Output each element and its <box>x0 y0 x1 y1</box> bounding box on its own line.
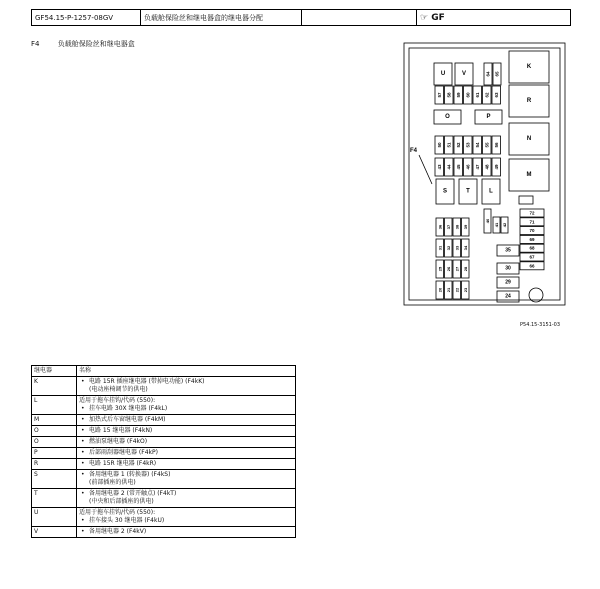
table-row <box>32 527 296 538</box>
fuse-53-label: 53 <box>465 142 471 148</box>
fuse-26-label: 26 <box>445 266 451 272</box>
fuse-21-label: 21 <box>445 287 451 293</box>
document-header <box>31 9 571 26</box>
fuse-46-label: 46 <box>465 164 471 170</box>
fuse-39-label: 39 <box>462 224 468 230</box>
fuse-28-label: 28 <box>462 266 468 272</box>
table-row <box>32 377 296 396</box>
fuse-32-label: 32 <box>445 245 451 251</box>
relay-u-label: U <box>440 71 446 77</box>
relay-note: (中央和后部插座的供电) <box>89 498 154 505</box>
section-code: F4 <box>31 40 40 48</box>
fuse-25-label: 25 <box>437 266 443 272</box>
fuse-50-label: 50 <box>436 142 442 148</box>
fuse-29-label: 29 <box>505 279 511 286</box>
relay-description <box>77 377 296 396</box>
relay-name: • 后部雨刮器继电器 (F4kP) <box>79 449 293 457</box>
relay-description <box>77 527 296 538</box>
relay-m-label: M <box>526 172 532 178</box>
fuse-64-label: 64 <box>485 71 491 77</box>
fuse-38-label: 38 <box>454 224 460 230</box>
fuse-31-label: 31 <box>437 245 443 251</box>
doc-title: 负载舱保险丝和继电器盒的继电器分配 <box>141 10 302 25</box>
fuse-box-diagram <box>402 41 567 313</box>
relay-r-label: R <box>526 98 532 104</box>
relay-name: • 备用继电器 2 (F4kV) <box>79 528 293 536</box>
relay-name: • 备用继电器 1 (转换器) (F4kS) <box>79 471 293 479</box>
relay-t-label: T <box>466 188 470 195</box>
relay-name: • 备用继电器 2 (常开触点) (F4kT) <box>79 490 293 498</box>
fuse-68-label: 68 <box>529 245 535 251</box>
relay-code: U <box>32 508 77 527</box>
relay-name: • 电路 15 继电器 (F4kN) <box>79 427 293 435</box>
relay-code: S <box>32 470 77 489</box>
relay-o-label: O <box>445 114 450 120</box>
fuse-58-label: 58 <box>446 92 452 98</box>
relay-description <box>77 437 296 448</box>
fuse-35-label: 35 <box>505 247 511 254</box>
table-row <box>32 508 296 527</box>
relay-code: L <box>32 396 77 415</box>
relay-description <box>77 448 296 459</box>
fuse-22-label: 22 <box>454 287 460 293</box>
header-name: 名称 <box>77 366 296 377</box>
fuse-67-label: 67 <box>529 254 535 260</box>
relay-code: R <box>32 459 77 470</box>
applicability-note: 适用于拖车挂钩/代码 (550): <box>79 397 156 404</box>
table-row <box>32 470 296 489</box>
fuse-49-label: 49 <box>493 164 499 170</box>
fuse-63-label: 63 <box>493 92 499 98</box>
relay-name: • 挂车接头 30 继电器 (F4kU) <box>79 517 293 525</box>
relay-name: • 电路 15R 插座继电器 (带掉电功能) (F4kK) <box>79 378 293 386</box>
table-row <box>32 415 296 426</box>
fuse-34-label: 34 <box>462 245 468 251</box>
fuse-66-label: 66 <box>529 263 535 269</box>
relay-name: • 挂车电路 30X 继电器 (F4kL) <box>79 405 293 413</box>
fuse-33-label: 33 <box>454 245 460 251</box>
header-empty-cell <box>302 10 417 25</box>
relay-l-label: L <box>489 188 493 195</box>
section-heading <box>31 39 151 49</box>
fuse-23-label: 23 <box>462 287 468 293</box>
fuse-43-label: 43 <box>436 164 442 170</box>
fuse-72-label: 72 <box>529 210 535 216</box>
relay-note: (电动座椅调节的供电) <box>89 386 148 393</box>
relay-description <box>77 489 296 508</box>
f4-callout: F4 <box>410 148 418 154</box>
relay-description <box>77 470 296 489</box>
relay-name: • 燃油泵继电器 (F4kO) <box>79 438 293 446</box>
relay-note: (前部插座的供电) <box>89 479 136 486</box>
relay-k-label: K <box>526 64 532 70</box>
diagram-caption: P54.15-3151-03 <box>520 322 561 328</box>
fuse-59-label: 59 <box>455 92 461 98</box>
fuse-48-label: 48 <box>484 164 490 170</box>
fuse-55-label: 55 <box>484 142 490 148</box>
fuse-36-label: 36 <box>437 224 443 230</box>
relay-code: O <box>32 426 77 437</box>
relay-code: V <box>32 527 77 538</box>
table-row <box>32 448 296 459</box>
relay-code: M <box>32 415 77 426</box>
table-header-row <box>32 366 296 377</box>
relay-v-label: V <box>461 71 467 77</box>
fuse-61-label: 61 <box>474 92 480 98</box>
table-row <box>32 437 296 448</box>
fuse-37-label: 37 <box>445 224 451 230</box>
fuse-51-label: 51 <box>446 142 452 148</box>
relay-name: • 加热式后车窗继电器 (F4kM) <box>79 416 293 424</box>
small-connector <box>519 196 533 204</box>
f4-leader-line <box>419 155 432 184</box>
fuse-30-label: 30 <box>505 265 511 272</box>
fuse-44-label: 44 <box>446 164 452 170</box>
relay-s-label: S <box>442 188 448 195</box>
relay-description <box>77 459 296 470</box>
fuse-62-label: 62 <box>484 92 490 98</box>
table-row <box>32 489 296 508</box>
table-row <box>32 396 296 415</box>
relay-code: K <box>32 377 77 396</box>
fuse-69-label: 69 <box>529 236 535 242</box>
relay-n-label: N <box>526 136 532 142</box>
fuse-70-label: 70 <box>529 228 535 234</box>
doc-id: GF54.15-P-1257-08GV <box>32 10 141 25</box>
section-title: 负载舱保险丝和继电器盒 <box>57 40 135 48</box>
fuse-54-label: 54 <box>474 142 480 148</box>
applicability-note: 适用于拖车挂钩/代码 (550): <box>79 509 156 516</box>
fuse-52-label: 52 <box>455 142 461 148</box>
fuse-60-label: 60 <box>465 92 471 98</box>
fuse-41-label: 41 <box>494 222 499 228</box>
relay-description <box>77 508 296 527</box>
fuse-56-label: 56 <box>493 142 499 148</box>
fuse-42-label: 42 <box>502 222 507 228</box>
fuse-71-label: 71 <box>529 219 535 225</box>
relay-p-label: P <box>486 114 491 120</box>
fuse-24-label: 24 <box>505 293 511 300</box>
gf-logo: ☞ GF <box>420 12 445 23</box>
table-row <box>32 459 296 470</box>
relay-table <box>31 365 296 538</box>
fuse-20-label: 20 <box>437 287 443 293</box>
fuse-27-label: 27 <box>454 266 460 272</box>
relay-description <box>77 396 296 415</box>
header-relay: 继电器 <box>32 366 77 377</box>
fuse-65-label: 65 <box>494 71 500 77</box>
relay-code: O <box>32 437 77 448</box>
table-row <box>32 426 296 437</box>
fuse-57-label: 57 <box>436 92 442 98</box>
fuse-box-outline <box>404 43 565 305</box>
relay-description <box>77 426 296 437</box>
fuse-45-label: 45 <box>455 164 461 170</box>
relay-code: P <box>32 448 77 459</box>
relay-name: • 电路 15R 继电器 (F4kR) <box>79 460 293 468</box>
relay-code: T <box>32 489 77 508</box>
relay-description <box>77 415 296 426</box>
fuse-40-label: 40 <box>485 218 490 224</box>
fuse-47-label: 47 <box>474 164 480 170</box>
